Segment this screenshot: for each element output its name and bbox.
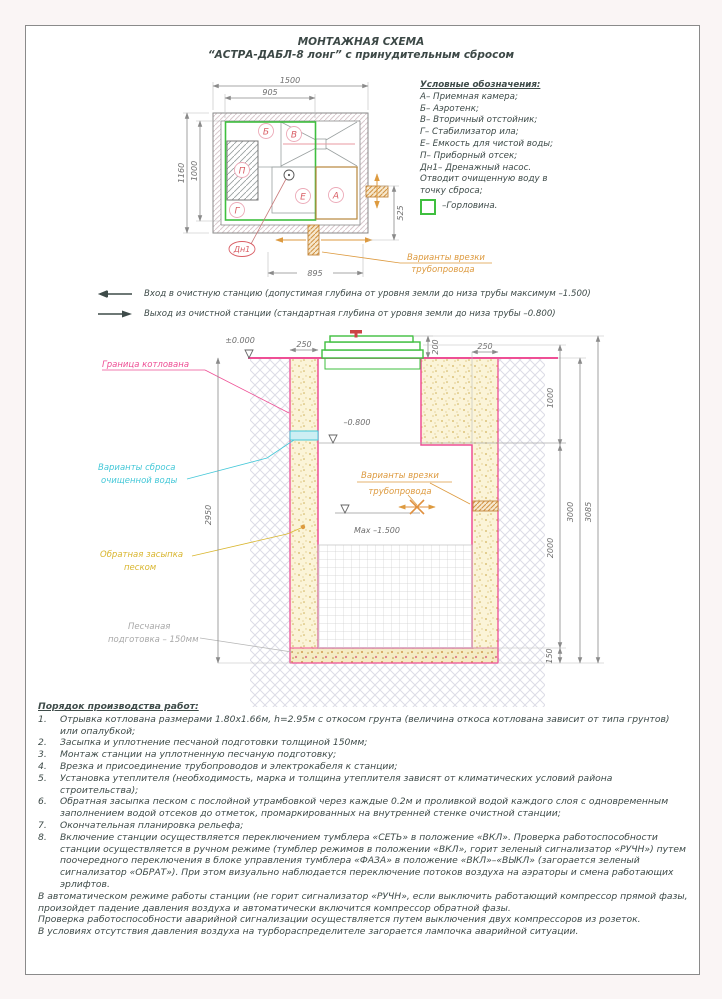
item-text: Установка утеплителя (необходимость, марка и толщина утеплителя зависят от климатических условий района строительства); xyxy=(60,772,613,796)
inlet-note-row xyxy=(98,284,678,304)
legend-item: Дн1– Дренажный насос. xyxy=(420,162,532,173)
compartment-label-g: Г xyxy=(234,206,240,217)
item-number: 2. xyxy=(38,737,47,749)
legend-item: П– Приборный отсек; xyxy=(420,150,518,161)
compartment-label-v: В xyxy=(290,130,298,141)
work-order xyxy=(38,701,688,938)
plan-bottom-pipe-stub xyxy=(308,225,319,255)
legend-item: А– Приемная камера; xyxy=(420,91,518,102)
dim-2950: 2950 xyxy=(204,504,213,526)
work-order-heading: Порядок производства работ: xyxy=(38,701,199,712)
section-pipe-note-line2: трубопровода xyxy=(368,487,432,497)
legend-item: точку сброса; xyxy=(420,186,483,197)
legend-item: Е– Емкость для чистой воды; xyxy=(420,138,554,149)
dim-150: 150 xyxy=(545,648,554,664)
dim-3000: 3000 xyxy=(566,501,575,523)
dim-2000: 2000 xyxy=(546,537,555,559)
item-number: 5. xyxy=(38,772,47,784)
section-right-pipe-stub xyxy=(473,501,498,511)
legend-item: В– Вторичный отстойник; xyxy=(420,115,538,126)
item-number: 7. xyxy=(38,819,47,831)
tank-lower-grid xyxy=(318,545,472,648)
backfill-label-line1: Обратная засыпка xyxy=(100,550,184,560)
section-pipe-note-line1: Варианты врезки xyxy=(361,471,439,481)
work-order-extra: В автоматическом режиме работы станции (не горит сигнализатор «РУЧН», если выключить работающий компрессор прямой фазы, произойдет падение давления воздуха и автоматически включится компрессор обратной фазы. xyxy=(38,890,688,914)
discharge-note-line2: очищенной воды xyxy=(101,476,178,486)
dim-250-right: 250 xyxy=(477,342,493,351)
soil-right xyxy=(498,358,545,663)
section-view xyxy=(98,330,604,707)
item-number: 8. xyxy=(38,831,47,843)
compartment-label-p: П xyxy=(238,166,246,177)
io-notes xyxy=(98,284,678,324)
work-order-item xyxy=(38,820,688,832)
dim-525: 525 xyxy=(396,205,405,221)
work-order-item xyxy=(38,737,688,749)
page-subtitle: “АСТРА-ДАБЛ-8 лонг” с принудительным сбросом xyxy=(207,49,515,61)
backfill-label-line2: песком xyxy=(124,563,157,573)
item-number: 6. xyxy=(38,796,47,808)
compartment-label-a: А xyxy=(332,191,340,202)
item-text: Монтаж станции на уплотненную песчаную подготовку; xyxy=(60,749,337,761)
level-zero: ±0.000 xyxy=(225,336,255,345)
item-text: Отрывка котлована размерами 1.80х1.66м, h=2.95м с откосом грунта (величина откоса котлована зависит от типа грунтов) или опалубкой; xyxy=(60,713,670,737)
item-text: Включение станции осуществляется переключением тумблера «СЕТЬ» в положение «ВКЛ». Проверка работоспособности станции осуществляется в ручном режиме (тумблер режимов в положении «ВКЛ», горит зеленый сигнализатор «РУЧН») путем поочередного переключения в блоке управления тумблера «ФАЗА» в положение «ВКЛ»–«ВЫКЛ» (загорается зеленый сигнализатор «ОБРАТ»). При этом визуально наблюдается переключение потоков воздуха на аэраторы и смена работающих эрлифтов. xyxy=(60,831,686,890)
work-order-item xyxy=(38,761,688,773)
legend-title: Условные обозначения: xyxy=(420,80,541,90)
plan-pipe-note-line2: трубопровода xyxy=(411,265,475,275)
pit-boundary-label: Граница котлована xyxy=(102,360,190,370)
dim-895: 895 xyxy=(307,269,323,278)
station-cover xyxy=(322,330,423,358)
sand-backfill-left xyxy=(290,358,318,648)
discharge-pipe-stub xyxy=(290,431,318,440)
work-order-item xyxy=(38,773,688,797)
item-text: Окончательная планировка рельефа; xyxy=(60,819,244,831)
item-number: 1. xyxy=(38,713,47,725)
vent-icon xyxy=(350,330,362,334)
legend-item: Отводит очищенную воду в xyxy=(420,174,548,185)
dn1-label: Дн1 xyxy=(233,245,251,254)
plan-pipe-note-line1: Варианты врезки xyxy=(407,253,485,263)
item-number: 3. xyxy=(38,749,47,761)
dim-1500: 1500 xyxy=(279,76,301,85)
work-order-extra: Проверка работоспособности аварийной сигнализации осуществляется путем выключения двух компрессоров из розеток. xyxy=(38,914,641,926)
level-max15: Max –1.500 xyxy=(354,526,400,535)
left-arrow-icon xyxy=(98,290,132,298)
item-text: Засыпка и уплотнение песчаной подготовки толщиной 150мм; xyxy=(60,737,368,749)
compartment-label-b: Б xyxy=(262,127,270,138)
level-minus08: –0.800 xyxy=(343,418,371,427)
item-text: Врезка и присоединение трубопроводов и электрокабеля к станции; xyxy=(60,760,398,772)
dim-1000-plan: 1000 xyxy=(190,160,199,182)
work-order-item xyxy=(38,832,688,891)
dim-905: 905 xyxy=(262,88,278,97)
page-title: МОНТАЖНАЯ СХЕМА xyxy=(297,36,425,48)
legend-item: Б– Аэротенк; xyxy=(420,103,479,114)
outlet-note: Выход из очистной станции (стандартная глубина от уровня земли до низа трубы –0.800) xyxy=(144,309,556,319)
dim-250-left: 250 xyxy=(296,340,312,349)
work-order-item xyxy=(38,796,688,820)
work-order-item xyxy=(38,714,688,738)
plan-view xyxy=(177,76,492,278)
discharge-note-line1: Варианты сброса xyxy=(98,463,176,473)
sandprep-label-line2: подготовка – 150мм xyxy=(108,635,199,645)
dim-3085: 3085 xyxy=(584,501,593,523)
dim-1160: 1160 xyxy=(177,162,186,184)
dim-1000-section: 1000 xyxy=(546,387,555,409)
legend-item-label: –Горловина. xyxy=(442,201,498,212)
outlet-note-row xyxy=(98,304,678,324)
right-arrow-icon xyxy=(98,310,132,318)
item-text: Обратная засыпка песком с послойной утрамбовкой через каждые 0.2м и проливкой водой каждого слоя с одновременным заполнением водой отсеков до отметок, промаркированных на внутренней стенке очистной станции; xyxy=(60,796,669,820)
sandprep-label-line1: Песчаная xyxy=(128,622,171,632)
work-order-extra: В условиях отсутствия давления воздуха на турбораспределителе загорается лампочка аварийной ситуации. xyxy=(38,926,579,938)
compartment-label-e: Е xyxy=(300,192,306,203)
work-order-item xyxy=(38,749,688,761)
inlet-note: Вход в очистную станцию (допустимая глубина от уровня земли до низа трубы максимум –1.500) xyxy=(144,289,591,299)
dim-200: 200 xyxy=(431,339,440,355)
legend-item: Г– Стабилизатор ила; xyxy=(420,127,519,138)
sand-prep-layer xyxy=(290,648,498,663)
item-number: 4. xyxy=(38,760,47,772)
